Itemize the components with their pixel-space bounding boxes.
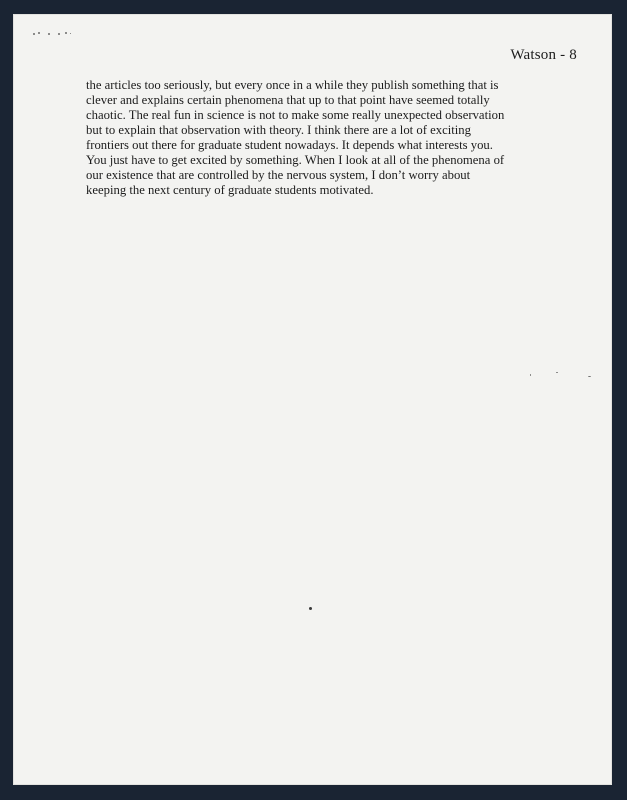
scan-speck xyxy=(65,32,67,34)
scan-speck xyxy=(48,33,50,35)
scan-speck xyxy=(556,372,558,373)
text-line: You just have to get excited by something. When I look at all of the phenomena of xyxy=(86,153,505,167)
text-line: chaotic. The real fun in science is not to make some really unexpected observation xyxy=(86,108,505,122)
scan-speck xyxy=(530,374,531,376)
scan-speck xyxy=(58,33,60,35)
text-line: clever and explains certain phenomena that up to that point have seemed totally xyxy=(86,93,490,107)
document-page xyxy=(13,14,612,785)
scan-speck xyxy=(33,33,35,35)
text-line: but to explain that observation with theory. I think there are a lot of exciting xyxy=(86,123,471,137)
scan-speck xyxy=(588,376,591,377)
scan-speck xyxy=(70,33,71,34)
text-line: keeping the next century of graduate students motivated. xyxy=(86,183,374,197)
scan-speck xyxy=(309,607,312,610)
running-head: Watson - 8 xyxy=(510,47,577,63)
scan-speck xyxy=(38,32,40,34)
text-line: our existence that are controlled by the nervous system, I don’t worry about xyxy=(86,168,471,182)
text-line: frontiers out there for graduate student nowadays. It depends what interests you. xyxy=(86,138,493,152)
body-paragraph xyxy=(86,78,566,198)
text-line: the articles too seriously, but every once in a while they publish something that is xyxy=(86,78,499,92)
